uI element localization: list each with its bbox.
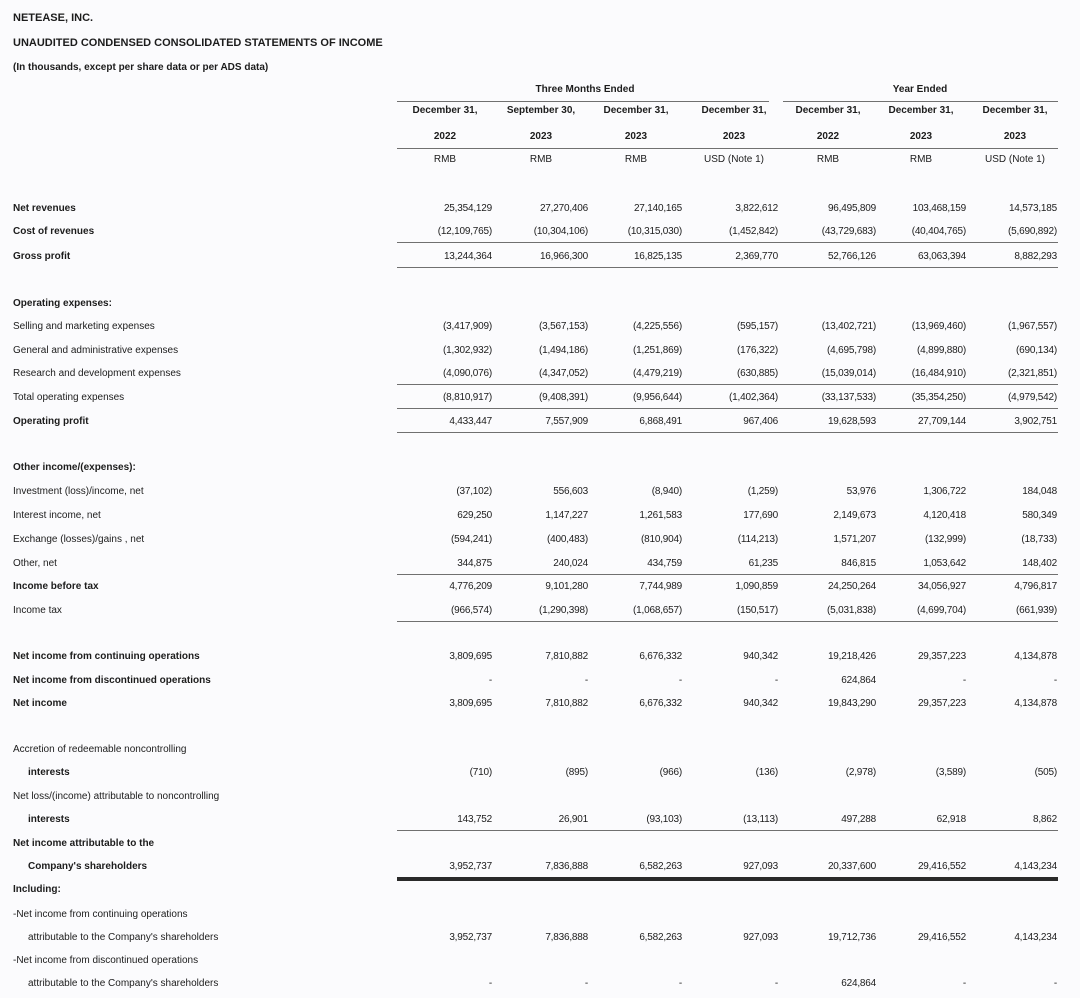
row-label: Total operating expenses [13, 392, 125, 403]
cell-value: 6,868,491 [639, 416, 682, 427]
cell-value: (1,302,932) [443, 345, 492, 356]
column-header-currency: RMB [433, 154, 457, 165]
cell-value: - [678, 978, 682, 989]
row-label: Selling and marketing expenses [13, 321, 155, 332]
cell-value: 177,690 [743, 510, 778, 521]
column-header-divider [783, 101, 1058, 102]
column-group-three-months: Three Months Ended [535, 84, 635, 95]
table-row [0, 651, 1080, 671]
cell-value: 8,862 [1032, 814, 1057, 825]
cell-value: 3,809,695 [449, 651, 492, 662]
cell-value: 940,342 [743, 698, 778, 709]
cell-value: (2,978) [845, 767, 876, 778]
table-row [0, 486, 1080, 506]
column-header-currency: RMB [529, 154, 553, 165]
cell-value: 53,976 [846, 486, 876, 497]
cell-value: 7,836,888 [545, 932, 588, 943]
cell-value: (4,699,704) [917, 605, 966, 616]
column-header-divider [397, 101, 769, 102]
cell-value: 3,902,751 [1014, 416, 1057, 427]
cell-value: (150,517) [736, 605, 778, 616]
table-row [0, 558, 1080, 578]
cell-value: (594,241) [450, 534, 492, 545]
cell-value: 3,952,737 [449, 861, 492, 872]
cell-value: (15,039,014) [821, 368, 876, 379]
cell-value: 7,810,882 [545, 651, 588, 662]
cell-value: (13,969,460) [911, 321, 966, 332]
table-row [0, 791, 1080, 811]
cell-value: (895) [565, 767, 588, 778]
currency-divider [397, 148, 1058, 149]
cell-value: 24,250,264 [827, 581, 876, 592]
company-name: NETEASE, INC. [13, 12, 94, 24]
cell-value: 7,744,989 [639, 581, 682, 592]
cell-value: 1,053,642 [923, 558, 966, 569]
total-double-underline [397, 877, 1058, 881]
cell-value: - [774, 675, 778, 686]
cell-value: (1,402,364) [729, 392, 778, 403]
cell-value: (114,213) [737, 534, 778, 545]
column-header-currency: RMB [624, 154, 648, 165]
column-header-date: December 31, [412, 105, 478, 116]
subtotal-divider [397, 574, 1058, 575]
column-header-year: 2023 [529, 131, 553, 142]
subtotal-divider [397, 621, 1058, 622]
table-row [0, 416, 1080, 436]
cell-value: 184,048 [1022, 486, 1057, 497]
cell-value: 7,810,882 [545, 698, 588, 709]
cell-value: (595,157) [736, 321, 778, 332]
cell-value: (18,733) [1021, 534, 1057, 545]
cell-value: - [584, 675, 588, 686]
cell-value: 1,261,583 [639, 510, 682, 521]
cell-value: 6,582,263 [639, 861, 682, 872]
cell-value: 34,056,927 [917, 581, 966, 592]
statement-title: UNAUDITED CONDENSED CONSOLIDATED STATEMENTS OF INCOME [13, 37, 383, 49]
row-label: Exchange (losses)/gains , net [13, 534, 145, 545]
cell-value: 29,416,552 [917, 861, 966, 872]
cell-value: (4,090,076) [443, 368, 492, 379]
subtotal-divider [397, 242, 1058, 243]
cell-value: - [678, 675, 682, 686]
column-header-year: 2023 [722, 131, 746, 142]
subtotal-divider [397, 432, 1058, 433]
cell-value: 63,063,394 [917, 251, 966, 262]
cell-value: 1,571,207 [833, 534, 876, 545]
cell-value: 19,628,593 [827, 416, 876, 427]
subtotal-divider [397, 830, 1058, 831]
cell-value: (37,102) [456, 486, 492, 497]
table-row [0, 345, 1080, 365]
column-header-date: December 31, [603, 105, 669, 116]
table-row [0, 510, 1080, 530]
cell-value: (2,321,851) [1008, 368, 1057, 379]
table-row [0, 675, 1080, 695]
cell-value: 29,357,223 [917, 698, 966, 709]
cell-value: 927,093 [743, 861, 778, 872]
cell-value: 25,354,129 [443, 203, 492, 214]
cell-value: (9,956,644) [633, 392, 682, 403]
cell-value: 4,433,447 [449, 416, 492, 427]
table-row [0, 838, 1080, 858]
cell-value: 27,270,406 [539, 203, 588, 214]
cell-value: - [962, 675, 966, 686]
cell-value: (136) [755, 767, 778, 778]
cell-value: (661,939) [1015, 605, 1057, 616]
cell-value: 103,468,159 [912, 203, 966, 214]
cell-value: (8,810,917) [443, 392, 492, 403]
cell-value: 967,406 [743, 416, 778, 427]
column-header-year: 2023 [624, 131, 648, 142]
row-label: attributable to the Company's shareholders [28, 932, 219, 943]
row-label: Operating profit [13, 416, 89, 427]
cell-value: 240,024 [553, 558, 588, 569]
cell-value: (5,031,838) [827, 605, 876, 616]
cell-value: 19,218,426 [827, 651, 876, 662]
cell-value: (10,315,030) [627, 226, 682, 237]
column-header-year: 2023 [909, 131, 933, 142]
cell-value: 4,134,878 [1014, 651, 1057, 662]
column-header-currency: RMB [816, 154, 840, 165]
row-label: Interest income, net [13, 510, 101, 521]
table-row [0, 251, 1080, 271]
cell-value: 4,143,234 [1014, 861, 1057, 872]
cell-value: 8,882,293 [1014, 251, 1057, 262]
cell-value: (33,137,533) [821, 392, 876, 403]
table-row [0, 955, 1080, 975]
cell-value: 16,966,300 [539, 251, 588, 262]
row-label: Including: [13, 884, 61, 895]
cell-value: (10,304,106) [533, 226, 588, 237]
row-label: Cost of revenues [13, 226, 95, 237]
cell-value: (5,690,892) [1008, 226, 1057, 237]
table-row [0, 203, 1080, 223]
cell-value: 497,288 [841, 814, 876, 825]
column-header-currency: RMB [909, 154, 933, 165]
cell-value: (8,940) [651, 486, 682, 497]
row-label: Income before tax [13, 581, 99, 592]
cell-value: (93,103) [646, 814, 682, 825]
cell-value: 2,149,673 [833, 510, 876, 521]
cell-value: (1,290,398) [539, 605, 588, 616]
table-row [0, 767, 1080, 787]
table-row [0, 392, 1080, 412]
cell-value: 624,864 [841, 675, 876, 686]
cell-value: 927,093 [743, 932, 778, 943]
column-header-year: 2022 [816, 131, 840, 142]
cell-value: - [488, 675, 492, 686]
table-row [0, 744, 1080, 764]
cell-value: (710) [469, 767, 492, 778]
cell-value: 96,495,809 [827, 203, 876, 214]
cell-value: - [1053, 978, 1057, 989]
cell-value: 20,337,600 [827, 861, 876, 872]
cell-value: 3,809,695 [449, 698, 492, 709]
column-header-currency: USD (Note 1) [984, 154, 1045, 165]
cell-value: 629,250 [457, 510, 492, 521]
row-label: Net revenues [13, 203, 76, 214]
row-label: Net income attributable to the [13, 838, 155, 849]
cell-value: (1,452,842) [729, 226, 778, 237]
cell-value: 4,776,209 [449, 581, 492, 592]
cell-value: 6,676,332 [639, 651, 682, 662]
row-label: Net income from discontinued operations [13, 675, 211, 686]
table-row [0, 909, 1080, 929]
cell-value: (400,483) [546, 534, 588, 545]
cell-value: 13,244,364 [443, 251, 492, 262]
cell-value: 14,573,185 [1008, 203, 1057, 214]
column-header-date: December 31, [701, 105, 767, 116]
cell-value: 62,918 [936, 814, 966, 825]
cell-value: - [584, 978, 588, 989]
cell-value: 940,342 [743, 651, 778, 662]
table-row [0, 298, 1080, 318]
cell-value: (16,484,910) [911, 368, 966, 379]
row-label: Other, net [13, 558, 57, 569]
cell-value: 4,796,817 [1014, 581, 1057, 592]
cell-value: 29,416,552 [917, 932, 966, 943]
row-label: -Net income from discontinued operations [13, 955, 199, 966]
cell-value: 29,357,223 [917, 651, 966, 662]
row-label: Company's shareholders [28, 861, 148, 872]
cell-value: (12,109,765) [437, 226, 492, 237]
table-row [0, 368, 1080, 388]
column-header-currency: USD (Note 1) [703, 154, 764, 165]
row-label: attributable to the Company's shareholders [28, 978, 219, 989]
cell-value: (4,979,542) [1008, 392, 1057, 403]
cell-value: (1,967,557) [1008, 321, 1057, 332]
cell-value: - [774, 978, 778, 989]
row-label: General and administrative expenses [13, 345, 179, 356]
table-row [0, 581, 1080, 601]
cell-value: (13,113) [743, 814, 778, 825]
row-label: Net income [13, 698, 67, 709]
cell-value: 846,815 [841, 558, 876, 569]
cell-value: 4,134,878 [1014, 698, 1057, 709]
cell-value: 4,120,418 [923, 510, 966, 521]
cell-value: (690,134) [1015, 345, 1057, 356]
row-label: Investment (loss)/income, net [13, 486, 144, 497]
cell-value: 3,952,737 [449, 932, 492, 943]
cell-value: (176,322) [736, 345, 778, 356]
cell-value: (966,574) [450, 605, 492, 616]
cell-value: (132,999) [924, 534, 966, 545]
column-header-date: September 30, [506, 105, 576, 116]
cell-value: (13,402,721) [821, 321, 876, 332]
cell-value: 434,759 [647, 558, 682, 569]
cell-value: 6,582,263 [639, 932, 682, 943]
table-row [0, 978, 1080, 998]
cell-value: (505) [1034, 767, 1057, 778]
cell-value: 9,101,280 [545, 581, 588, 592]
cell-value: (966) [659, 767, 682, 778]
cell-value: 16,825,135 [633, 251, 682, 262]
cell-value: 52,766,126 [827, 251, 876, 262]
row-label: Net loss/(income) attributable to noncontrolling [13, 791, 220, 802]
cell-value: (4,225,556) [633, 321, 682, 332]
cell-value: (35,354,250) [911, 392, 966, 403]
cell-value: 148,402 [1022, 558, 1057, 569]
table-row [0, 698, 1080, 718]
subtotal-divider [397, 384, 1058, 385]
column-header-date: December 31, [982, 105, 1048, 116]
cell-value: (9,408,391) [539, 392, 588, 403]
cell-value: 143,752 [457, 814, 492, 825]
cell-value: (40,404,765) [911, 226, 966, 237]
subtotal-divider [397, 267, 1058, 268]
row-label: interests [28, 814, 70, 825]
table-row [0, 814, 1080, 834]
cell-value: 7,836,888 [545, 861, 588, 872]
cell-value: 26,901 [558, 814, 588, 825]
table-row [0, 226, 1080, 246]
cell-value: - [488, 978, 492, 989]
cell-value: 580,349 [1022, 510, 1057, 521]
cell-value: (1,494,186) [539, 345, 588, 356]
cell-value: - [962, 978, 966, 989]
cell-value: - [1053, 675, 1057, 686]
row-label: Operating expenses: [13, 298, 112, 309]
cell-value: (1,259) [747, 486, 778, 497]
column-group-year: Year Ended [892, 84, 948, 95]
row-label: Gross profit [13, 251, 71, 262]
table-row [0, 462, 1080, 482]
cell-value: 6,676,332 [639, 698, 682, 709]
cell-value: 1,306,722 [923, 486, 966, 497]
cell-value: (1,068,657) [633, 605, 682, 616]
column-header-year: 2023 [1003, 131, 1027, 142]
cell-value: (4,899,880) [917, 345, 966, 356]
cell-value: 27,140,165 [633, 203, 682, 214]
row-label: -Net income from continuing operations [13, 909, 188, 920]
statement-subtitle: (In thousands, except per share data or per ADS data) [13, 62, 269, 73]
cell-value: 344,875 [457, 558, 492, 569]
cell-value: 1,090,859 [735, 581, 778, 592]
cell-value: (4,695,798) [827, 345, 876, 356]
cell-value: 61,235 [748, 558, 778, 569]
cell-value: (3,417,909) [443, 321, 492, 332]
cell-value: 2,369,770 [735, 251, 778, 262]
row-label: Income tax [13, 605, 62, 616]
table-row [0, 534, 1080, 554]
cell-value: (3,589) [935, 767, 966, 778]
cell-value: (810,904) [640, 534, 682, 545]
cell-value: 556,603 [553, 486, 588, 497]
cell-value: (3,567,153) [539, 321, 588, 332]
cell-value: (1,251,869) [633, 345, 682, 356]
cell-value: (630,885) [736, 368, 778, 379]
column-header-year: 2022 [433, 131, 457, 142]
cell-value: 4,143,234 [1014, 932, 1057, 943]
column-header-date: December 31, [888, 105, 954, 116]
row-label: Accretion of redeemable noncontrolling [13, 744, 187, 755]
table-row [0, 321, 1080, 341]
cell-value: 19,712,736 [827, 932, 876, 943]
cell-value: 3,822,612 [735, 203, 778, 214]
cell-value: (43,729,683) [821, 226, 876, 237]
row-label: Other income/(expenses): [13, 462, 136, 473]
row-label: Net income from continuing operations [13, 651, 200, 662]
cell-value: (4,479,219) [633, 368, 682, 379]
row-label: interests [28, 767, 70, 778]
cell-value: 27,709,144 [917, 416, 966, 427]
table-row [0, 605, 1080, 625]
cell-value: 624,864 [841, 978, 876, 989]
cell-value: 7,557,909 [545, 416, 588, 427]
cell-value: (4,347,052) [539, 368, 588, 379]
table-row [0, 932, 1080, 952]
column-header-date: December 31, [795, 105, 861, 116]
table-row [0, 884, 1080, 904]
subtotal-divider [397, 408, 1058, 409]
cell-value: 19,843,290 [827, 698, 876, 709]
row-label: Research and development expenses [13, 368, 181, 379]
cell-value: 1,147,227 [545, 510, 588, 521]
